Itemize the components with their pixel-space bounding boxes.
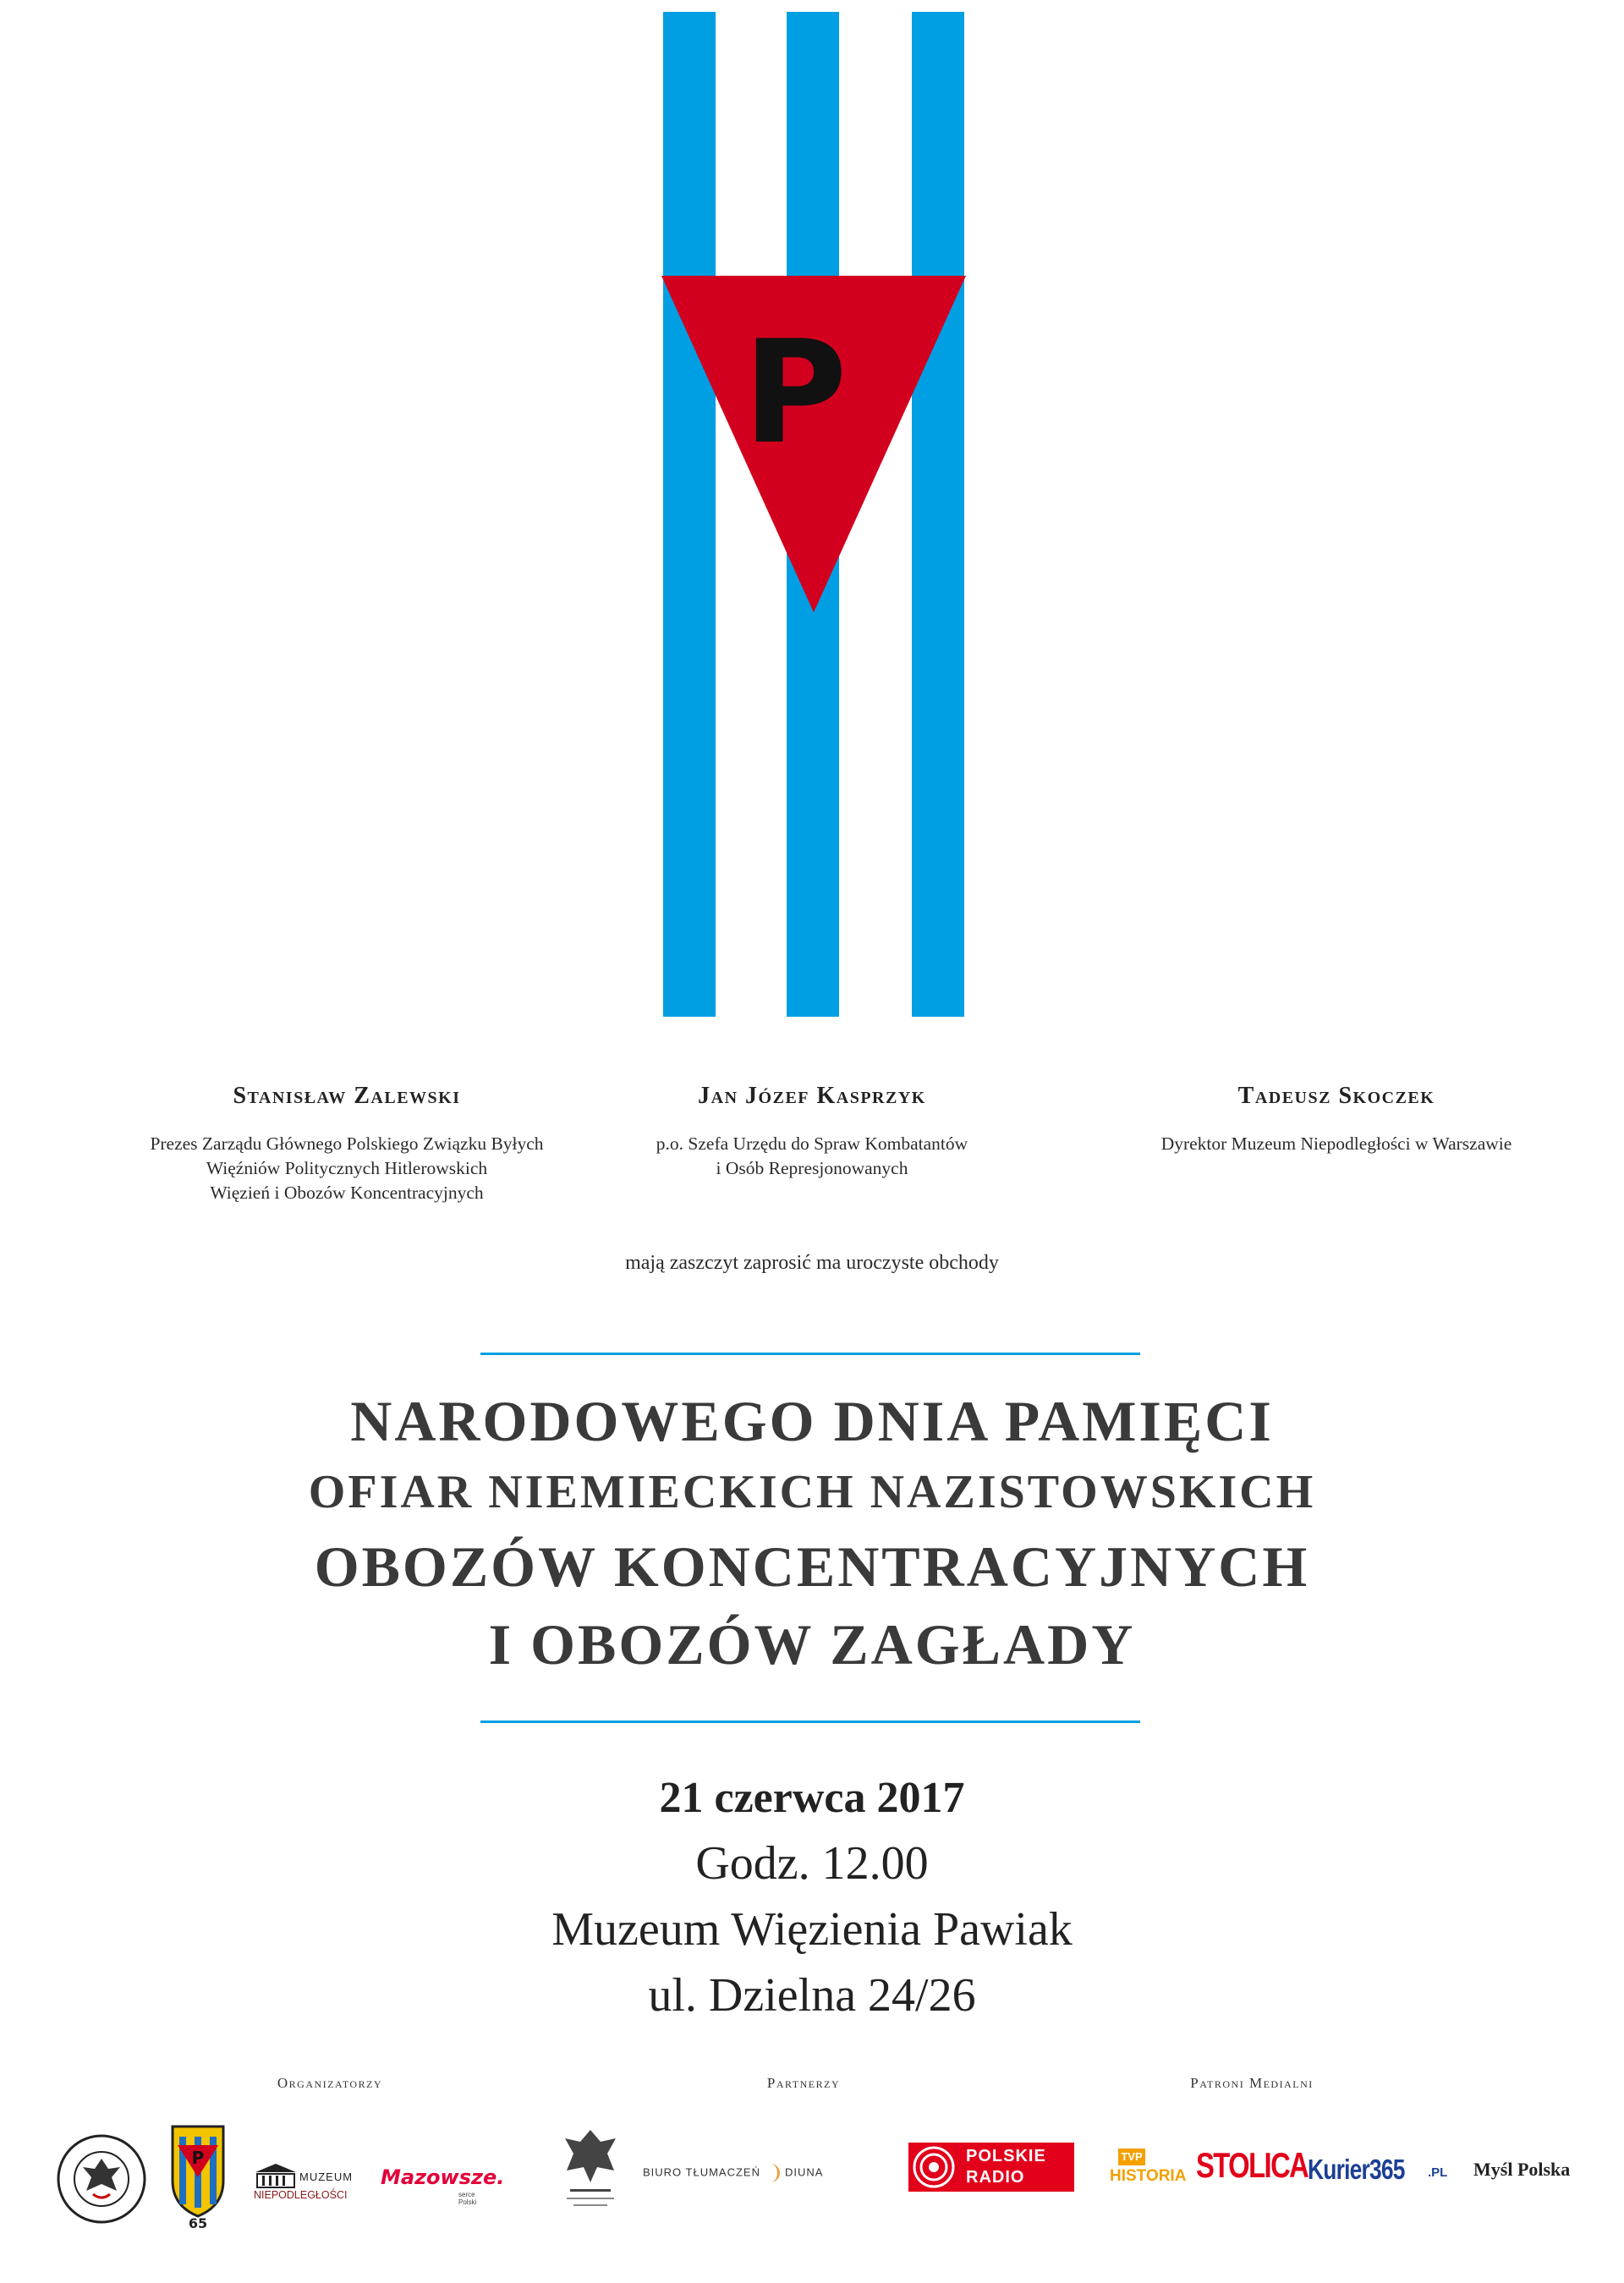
media-patrons-label: Patroni Medialni [1190, 2075, 1314, 2091]
eagle-icon [83, 2159, 120, 2191]
host-skoczek [1100, 1083, 1573, 1156]
partners-label: Partnerzy [766, 2075, 841, 2091]
radio-waves-icon [912, 2145, 956, 2189]
title-line-2: OFIAR NIEMIECKICH NAZISTOWSKICH [308, 1466, 1316, 1518]
title-line-3: OBOZÓW KONCENTRACYJNYCH [314, 1534, 1310, 1599]
host-role-line: Więźniów Politycznych Hitlerowskich [206, 1158, 488, 1178]
svg-text:65: 65 [188, 2215, 208, 2231]
host-name: Jan Józef Kasprzyk [698, 1083, 926, 1109]
organizers-label: Organizatorzy [277, 2075, 383, 2091]
event-title [0, 1386, 1624, 1683]
biuro-tlumaczen-diuna-logo: BIURO TŁUMACZEŃ DIUNA [643, 2164, 846, 2182]
host-name: Stanisław Zalewski [233, 1083, 461, 1109]
svg-text:P: P [191, 2148, 205, 2168]
tvp-historia-logo: TVP HISTORIA [1110, 2150, 1187, 2185]
mazowsze-logo: Mazowsze. serce Polski [381, 2165, 505, 2206]
polskie-radio-logo: POLSKIE RADIO [908, 2143, 1074, 2192]
museum-building-icon [254, 2164, 298, 2189]
zwiazek-strzelecki-logo [558, 2125, 623, 2225]
host-role [1100, 1132, 1573, 1156]
pzbwp-shield-logo [169, 2121, 227, 2231]
stolica-logo: STOLICA [1196, 2145, 1309, 2185]
host-name: Tadeusz Skoczek [1237, 1083, 1435, 1109]
host-role-line: Dyrektor Muzeum Niepodległości w Warszawie [1160, 1133, 1512, 1154]
host-role [541, 1132, 1083, 1181]
divider-bottom [480, 1720, 1140, 1723]
mysl-polska-logo: Myśl Polska [1473, 2159, 1571, 2180]
title-line-4: I OBOZÓW ZAGŁADY [488, 1612, 1136, 1677]
host-role-line: Więzień i Obozów Koncentracyjnych [210, 1183, 484, 1203]
divider-top [480, 1353, 1140, 1355]
event-address: ul. Dzielna 24/26 [648, 1969, 976, 2022]
udsk-seal-logo [56, 2133, 147, 2225]
invitation-text: mają zaszczyt zaprosić ma uroczyste obchody [625, 1252, 999, 1274]
host-role-line: p.o. Szefa Urzędu do Spraw Kombatantów [656, 1133, 968, 1154]
host-role-line: i Osób Represjonowanych [716, 1158, 908, 1178]
event-place: Muzeum Więzienia Pawiak [551, 1903, 1073, 1956]
host-kasprzyk [541, 1083, 1083, 1181]
title-line-1: NARODOWEGO DNIA PAMIĘCI [350, 1389, 1274, 1453]
event-date: 21 czerwca 2017 [659, 1774, 965, 1822]
event-time: Godz. 12.00 [695, 1837, 929, 1890]
emblem-letter: P [743, 310, 848, 475]
kurier365-logo: Kurier365 .PL [1308, 2154, 1448, 2185]
host-role-line: Prezes Zarządu Głównego Polskiego Związku Byłych [150, 1133, 544, 1154]
event-details [0, 1766, 1624, 2028]
red-triangle-emblem [661, 276, 966, 612]
